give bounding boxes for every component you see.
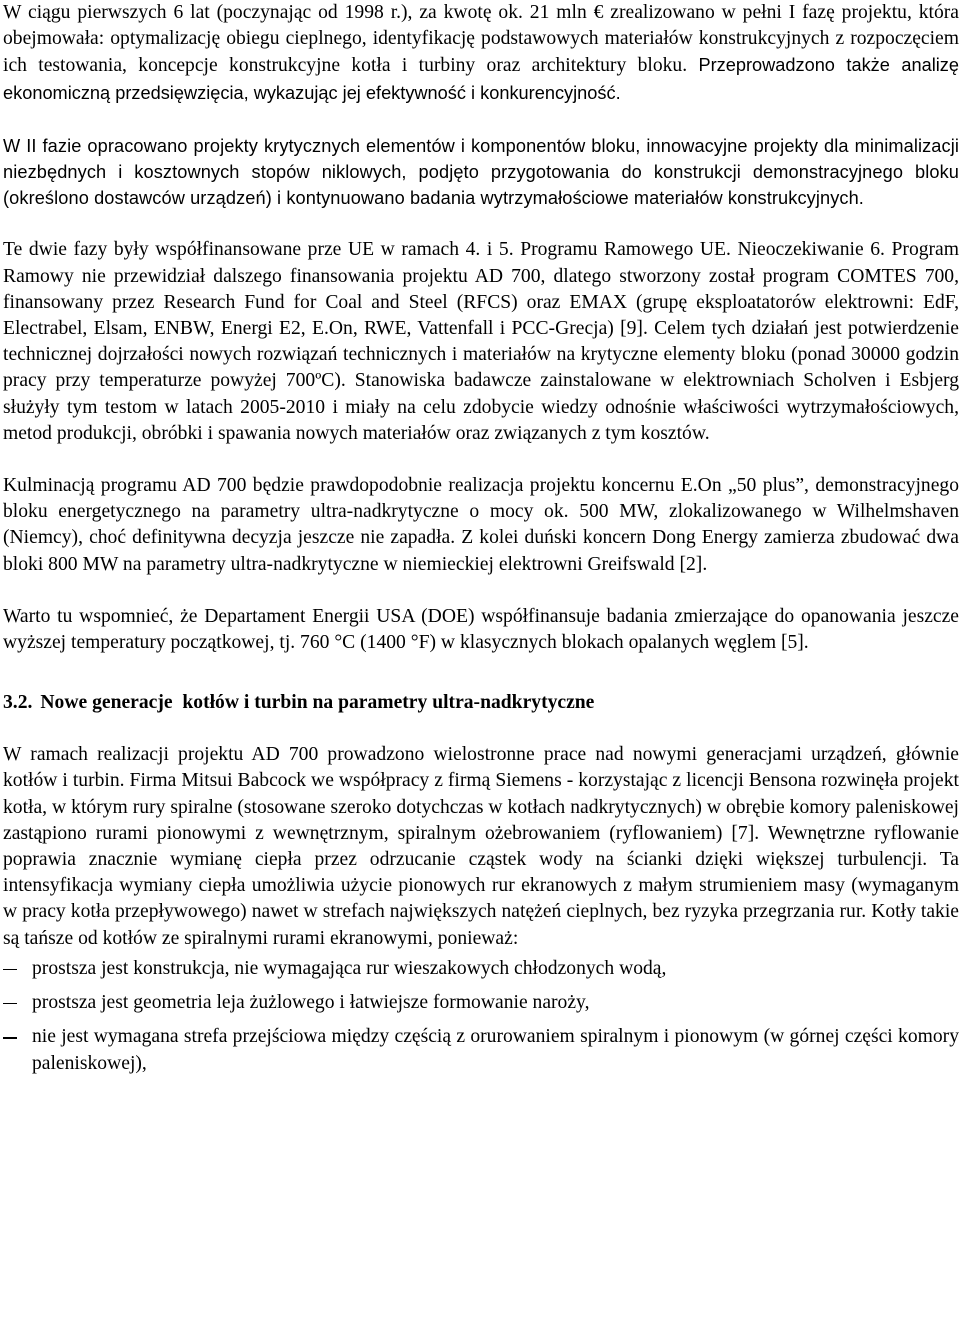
- list-item-text: prostsza jest konstrukcja, nie wymagająca rur wieszakowych chłodzonych wodą,: [32, 957, 667, 979]
- dash-bullet-icon: [3, 1037, 17, 1038]
- list-item-text: prostsza jest geometria leja żużlowego i łatwiejsze formowanie naroży,: [32, 992, 590, 1014]
- phase-one-text: W ciągu pierwszych 6 lat (poczynając od 1998 r.), za kwotę ok. 21 mln € zrealizowano w pełni I fazę projektu, która obejmowała: optymalizację obiegu cieplnego, identyfikację podstawowych materiałów konstrukcyjnych z rozpoczęciem ich testowania, koncepcje konstrukcyjne kotła i turbiny oraz architektury bloku.: [3, 2, 959, 77]
- list-item: [3, 956, 959, 982]
- paragraph-funding: Te dwie fazy były współfinansowane prze UE w ramach 4. i 5. Programu Ramowego UE. Nieoczekiwanie 6. Program Ramowy nie przewidział dalszego finansowania projektu AD 700, dlatego stworzony został program COMTES 700, finansowany przez Research Fund for Coal and Steel (RFCS) oraz EMAX (grupę eksploatatorów elektrowni: EdF, Electrabel, Elsam, ENBW, Energi E2, E.On, RWE, Vattenfall i PCC-Grecja) [9]. Celem tych działań jest potwierdzenie technicznej dojrzałości nowych rozwiązań technicznych i materiałów na krytyczne elementy bloku (ponad 30000 godzin pracy przy temperaturze powyżej 700ºC). Stanowiska badawcze zainstalowane w elektrowniach Scholven i Esbjerg służyły tym testom w latach 2005-2010 i miały na celu zdobycie wiedzy odnośnie właściwości wytrzymałościowych, metod produkcji, obróbki i spawania nowych materiałów oraz związanych z tym kosztów.: [3, 239, 959, 444]
- list-item: [3, 1024, 959, 1076]
- paragraph-phase-one: [3, 0, 959, 107]
- dash-bullet-icon: [3, 1003, 17, 1004]
- dash-bullet-icon: [3, 969, 17, 970]
- list-item: [3, 990, 959, 1016]
- paragraph-doe: Warto tu wspomnieć, że Departament Energii USA (DOE) współfinansuje badania zmierzające do opanowania jeszcze wyższej temperatury początkowej, tj. 760 °C (1400 °F) w klasycznych blokach opalanych węglem [5].: [3, 605, 959, 654]
- paragraph-ad700-culmination: Kulminacją programu AD 700 będzie prawdopodobnie realizacja projektu koncernu E.On „50 plus”, demonstracyjnego bloku energetycznego na parametry ultra-nadkrytyczne o mocy ok. 500 MW, zlokalizowanego w Wilhelmshaven (Niemcy), choć definitywna decyzja jeszcze nie zapadła. Z kolei duński koncern Dong Energy zamierza zbudować dwa bloki 800 MW na parametry ultra-nadkrytyczne w niemieckiej elektrowni Greifswald [2].: [3, 475, 959, 575]
- phase-one-analysis-text: Przeprowadzono także analizę ekonomiczną przedsięwzięcia, wykazując jej efektywność i konkurencyjność.: [3, 55, 959, 103]
- paragraph-boilers: W ramach realizacji projektu AD 700 prowadzono wielostronne prace nad nowymi generacjami urządzeń, głównie kotłów i turbin. Firma Mitsui Babcock we współpracy z firmą Siemens - korzystając z licencji Bensona rozwinęła projekt kotła, w którym rury spiralne (stosowane szeroko dotychczas w kotłach nadkrytycznych) w obrębie komory paleniskowej zastąpiono rurami pionowymi z wewnętrznym, spiralnym ożebrowaniem (ryflowaniem) [7]. Wewnętrzne ryflowanie poprawia znacznie wymianę ciepła przez odrzucanie cząstek wody na ścianki dzięki większej turbulencji. Ta intensyfikacja wymiany ciepła umożliwia użycie pionowych rur ekranowych z małym strumieniem masy (wymaganym w pracy kotła przepływowego) nawet w strefach największych natężeń cieplnych, bez ryzyka przegrzania rur. Kotły takie są tańsze od kotłów ze spiralnymi rurami ekranowymi, ponieważ:: [3, 744, 959, 949]
- advantages-list: [3, 956, 959, 1077]
- document-page: [3, 0, 959, 1085]
- section-heading: [3, 690, 959, 716]
- paragraph-phase-two: W II fazie opracowano projekty krytycznych elementów i komponentów bloku, innowacyjne projekty dla minimalizacji niezbędnych i kosztownych stopów niklowych, podjęto przygotowania do konstrukcji demonstracyjnego bloku (określono dostawców urządzeń) i kontynuowano badania wytrzymałościowe materiałów konstrukcyjnych.: [3, 135, 959, 209]
- section-number: 3.2.: [3, 692, 33, 714]
- list-item-text: nie jest wymagana strefa przejściowa między częścią z orurowaniem spiralnym i pionowym (w górnej części komory paleniskowej),: [32, 1026, 959, 1074]
- section-title: Nowe generacje kotłów i turbin na parametry ultra-nadkrytyczne: [40, 692, 595, 714]
